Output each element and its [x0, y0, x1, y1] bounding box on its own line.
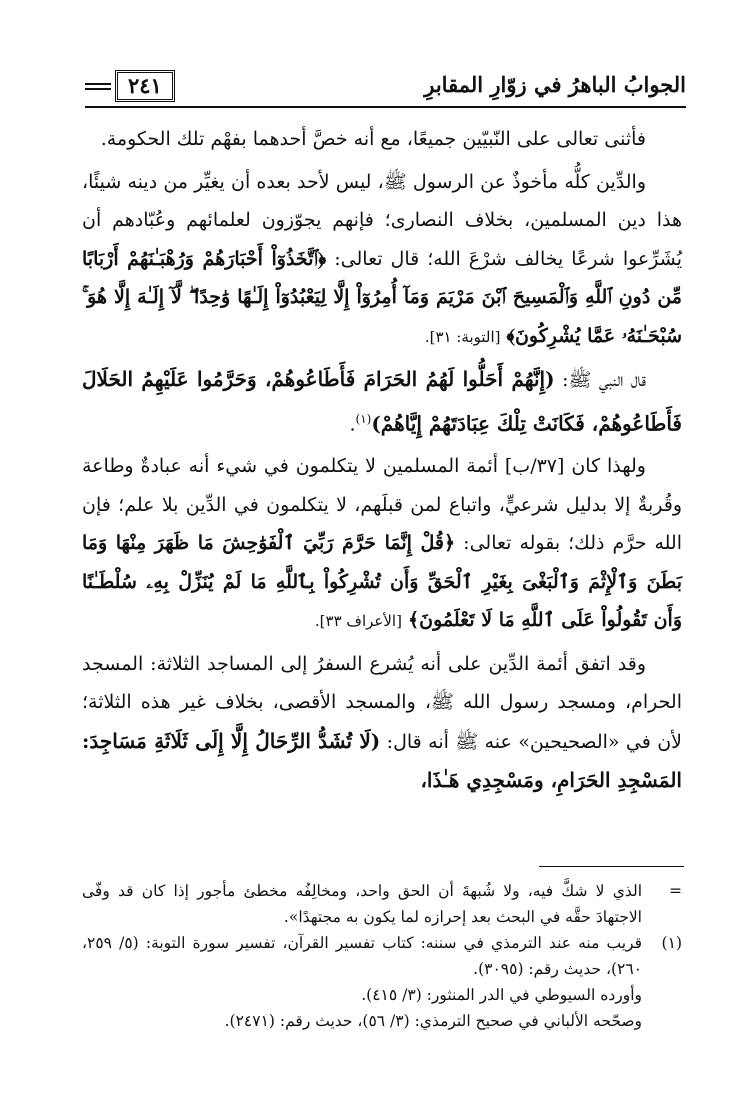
footnote-1-number: (١) — [661, 934, 682, 952]
hadith-text-1: (إِنَّهُمْ أَحَلُّوا لَهُمُ الحَرَامَ فَأَطَاعُوهُمْ، وَحَرَّمُوا عَلَيْهِمُ الحَلَالَ فَأَطَاعُوهُمْ، فَكَانَتْ تِلْكَ عِبَادَتَهُمْ إِيَّاهُمْ) — [82, 367, 682, 435]
paragraph-1-text: فأثنى تعالى على النّبيّين جميعًا، مع أنه خصَّ أحدهما بفهْم تلك الحكومة. — [100, 128, 646, 150]
footnote-continuation — [82, 878, 682, 930]
header-ornament-lines — [85, 80, 111, 93]
page-number: ٢٤١ — [115, 70, 175, 102]
main-text — [82, 120, 682, 805]
hadith-text-2: (لَا تُشَدُّ الرِّحَالُ إِلَّا إِلَى ثَلَاثَةِ مَسَاجِدَ: المَسْجِدِ الحَرَامِ، ومَسْجِدِي هَـٰذَا، — [82, 728, 682, 793]
footnote-separator — [539, 866, 684, 867]
paragraph-4 — [82, 447, 682, 641]
paragraph-1 — [82, 120, 682, 159]
footnote-marker-1[interactable]: (١) — [355, 411, 372, 426]
footnote-1-line-3: وصحّحه الألباني في صحيح الترمذي: (٣/ ٥٦)، حديث رقم: (٢٤٧١). — [224, 1012, 642, 1030]
paragraph-2-intro: والدِّين كلُّه مأخوذٌ عن الرسول ﷺ، ليس لأحد بعده أن يغيِّر من دينه شيئًا، هذا دين المسلمين، بخلاف النصارى؛ فإنهم يجوّزون لعلمائهم وعُبّادهم أن يُشَرِّعوا شرعًا يخالف شرْعَ الله؛ قال تعالى: — [82, 170, 682, 270]
footnote-1-text: قريب منه عند الترمذي في سننه: كتاب تفسير القرآن، تفسير سورة التوبة: (٥/ ٢٥٩، ٢٦٠)، حديث رقم: (٣٠٩٥). — [82, 934, 642, 978]
footnote-continuation-text: الذي لا شكَّ فيه، ولا شُبهةَ أن الحق واحد، ومخالِفُه مخطئ مأجور إذا كان قد وفّى الاجتهادَ حقَّه في البحث بعد إحرازه لما يكون به مجتهدًا». — [82, 882, 642, 926]
paragraph-2 — [82, 163, 682, 357]
footnote-1-line-2: وأورده السيوطي في الدر المنثور: (٣/ ٤١٥). — [361, 986, 642, 1004]
paragraph-3-end: . — [349, 412, 356, 435]
page-number-box — [85, 70, 175, 102]
quran-verse-araf-33: ﴿قُلْ إِنَّمَا حَرَّمَ رَبِّيَ ٱلْفَوَٰحِشَ مَا ظَهَرَ مِنْهَا وَمَا بَطَنَ وَٱلْإِثْمَ وَٱلْبَغْىَ بِغَيْرِ ٱلْحَقِّ وَأَن تُشْرِكُواْ بِٱللَّهِ مَا لَمْ يُنَزِّلْ بِهِۦ سُلْطَـٰنًا وَأَن تَقُولُواْ عَلَى ٱللَّهِ مَا لَا تَعْلَمُونَ﴾ — [82, 532, 682, 632]
verse-reference-araf: [الأعراف ٣٣]. — [314, 612, 402, 631]
footnote-1 — [82, 930, 682, 982]
paragraph-3-intro: قال النبي ﷺ: — [562, 369, 646, 391]
paragraph-5 — [82, 645, 682, 801]
footnotes — [82, 878, 682, 1034]
quran-verse-tawba-31: ﴿ٱتَّخَذُوٓاْ أَحْبَارَهُمْ وَرُهْبَـٰنَهُمْ أَرْبَابًا مِّن دُونِ ٱللَّهِ وَٱلْمَسِيحَ ٱبْنَ مَرْيَمَ وَمَآ أُمِرُوٓاْ إِلَّا لِيَعْبُدُوٓاْ إِلَـٰهًا وَٰحِدًا ۖ لَّآ إِلَـٰهَ إِلَّا هُوَ ۚ سُبْحَـٰنَهُۥ عَمَّا يُشْرِكُونَ﴾ — [82, 247, 682, 347]
page-header — [85, 70, 686, 108]
paragraph-5-intro: وقد اتفق أئمة الدِّين على أنه يُشرع السفرُ إلى المساجد الثلاثة: المسجد الحرام، ومسجد رسول الله ﷺ، والمسجد الأقصى، بخلاف غير هذه الثلاثة؛ لأن في «الصحيحين» عنه ﷺ أنه قال: — [82, 652, 682, 753]
paragraph-3 — [82, 360, 682, 443]
paragraph-4-intro: ولهذا كان [٣٧/ب] أئمة المسلمين لا يتكلمون في شيء أنه عبادةٌ وطاعة وقُربةٌ إلا بدليل شرعيٍّ، واتباع لمن قبلَهم، لا يتكلمون في الدِّين بلا علم؛ فإن الله حرَّم ذلك؛ بقوله تعالى: — [82, 455, 682, 555]
verse-reference-tawba: [التوبة: ٣١]. — [424, 327, 501, 346]
footnote-continuation-mark: = — [669, 882, 682, 900]
book-title: الجوابُ الباهرُ في زوّارِ المقابرِ — [424, 72, 686, 97]
